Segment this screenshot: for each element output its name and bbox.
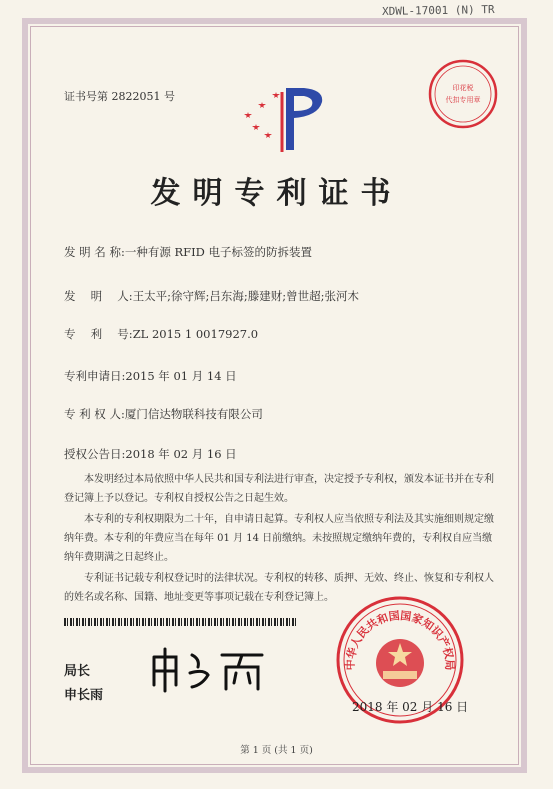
field-label: 发 明 人: — [64, 289, 133, 303]
field-patentee — [64, 406, 263, 422]
issue-date: 2018 年 02 月 16 日 — [352, 700, 469, 714]
seal-text: 中华人民共和国国家知识产权局 — [343, 609, 457, 671]
svg-text:代扣专用章: 代扣专用章 — [445, 96, 481, 104]
handwritten-signature-icon — [148, 645, 268, 693]
field-value: 厦门信达物联科技有限公司 — [124, 407, 263, 421]
field-inventors — [64, 288, 359, 304]
page-title: 发明专利证书 — [150, 176, 403, 211]
field-value: ZL 2015 1 0017927.0 — [132, 327, 259, 341]
field-patent-number — [64, 326, 258, 342]
patent-office-logo-icon — [238, 78, 333, 158]
signatory-title: 局长 — [64, 664, 91, 679]
certificate-number: 证书号第 2822051 号 — [64, 90, 175, 103]
field-label: 专 利 权 人: — [64, 407, 125, 421]
paragraph-grant: 本发明经过本局依照中华人民共和国专利法进行审查，决定授予专利权，颁发本证书并在专利登记簿上予以登记。专利权自授权公告之日起生效。 — [64, 474, 494, 504]
svg-text:印花税: 印花税 — [452, 84, 474, 92]
field-value: 一种有源 RFID 电子标签的防拆装置 — [124, 245, 313, 259]
handwritten-note: XDWL-17001 (N) TR — [381, 3, 495, 18]
field-value: 2015 年 01 月 14 日 — [125, 369, 237, 383]
field-value: 王太平;徐守辉;吕东海;滕建财;曾世超;张河木 — [132, 289, 360, 303]
barcode-icon — [64, 618, 298, 626]
paragraph-register: 专利证书记载专利权登记时的法律状况。专利权的转移、质押、无效、终止、恢复和专利权人的姓名或名称、国籍、地址变更等事项记载在专利登记簿上。 — [64, 573, 494, 603]
field-application-date — [64, 368, 237, 384]
field-label: 专 利 号: — [64, 327, 133, 341]
field-invention-name — [64, 244, 312, 260]
page-footer: 第 1 页 (共 1 页) — [240, 745, 313, 756]
field-value: 2018 年 02 月 16 日 — [125, 447, 237, 461]
field-grant-date — [64, 446, 237, 462]
field-label: 授权公告日: — [64, 447, 126, 461]
signatory-name: 申长雨 — [64, 688, 104, 703]
field-label: 发 明 名 称: — [64, 245, 125, 259]
agency-seal-icon — [427, 58, 499, 130]
paragraph-term: 本专利的专利权期限为二十年，自申请日起算。专利权人应当依照专利法及其实施细则规定缴纳年费。本专利的年费应当在每年 01 月 14 日前缴纳。未按照规定缴纳年费的，专利权自应当缴纳年费期满之日起终止。 — [64, 514, 494, 563]
field-label: 专利申请日: — [64, 369, 126, 383]
